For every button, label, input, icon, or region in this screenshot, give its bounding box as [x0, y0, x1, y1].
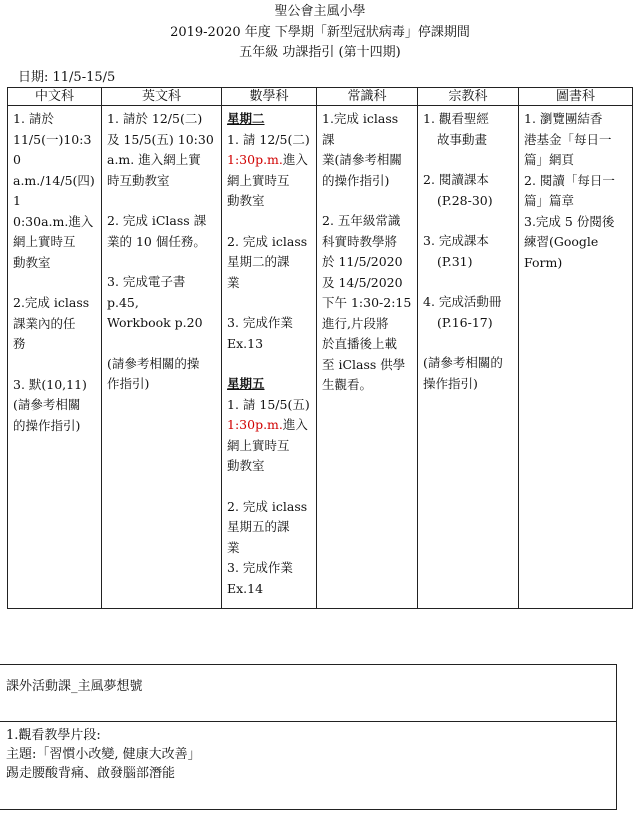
english-line: 2. 完成 iClass 課	[107, 213, 207, 228]
religion-cell	[418, 106, 519, 609]
library-line: 篇」網頁	[524, 152, 575, 167]
extra-activity-line: 主題:「習慣小改變, 健康大改善」	[6, 747, 201, 762]
general-line: 於 11/5/2020	[322, 254, 403, 269]
chinese-line: 的操作指引)	[13, 417, 81, 433]
religion-line: (P.16-17)	[437, 314, 493, 330]
math-line: 1. 請 15/5(五)	[227, 396, 310, 412]
english-line: 1. 請於 12/5(二)	[107, 111, 203, 126]
religion-line: (P.28-30)	[437, 192, 493, 208]
library-line: 練習(Google	[524, 234, 599, 249]
chinese-line: 1. 請於	[13, 111, 54, 126]
library-line: 篇」篇章	[524, 193, 575, 208]
religion-line: (請參考相關的	[423, 355, 503, 370]
math-line: 星期二的課	[227, 254, 290, 269]
homework-table	[7, 87, 633, 609]
math-line: 2. 完成 iclass	[227, 498, 308, 514]
term-title: 2019-2020 年度 下學期「新型冠狀病毒」停課期間	[170, 25, 470, 40]
english-line: 業的 10 個任務。	[107, 233, 206, 249]
library-cell	[519, 106, 633, 609]
math-line	[227, 415, 311, 436]
general-cell	[317, 106, 418, 609]
english-line: 時互動教室	[107, 172, 170, 188]
math-line: 網上實時互	[227, 437, 290, 453]
chinese-line: 3. 默(10,11)	[13, 376, 87, 392]
chinese-line: 0:30a.m.進入	[13, 213, 94, 229]
chinese-line: 11/5(一)10:30	[13, 131, 92, 167]
extra-activity-title-box	[0, 664, 617, 722]
chinese-cell	[8, 106, 102, 609]
col-header-library: 圖書科	[519, 88, 633, 106]
english-line: 及 15/5(五) 10:30	[107, 131, 214, 147]
library-line: Form)	[524, 254, 563, 270]
math-line: 動教室	[227, 193, 265, 208]
math-line: 業	[227, 539, 240, 555]
english-line: 作指引)	[107, 376, 150, 391]
math-line	[227, 150, 311, 171]
library-line: 3.完成 5 份閱後	[524, 213, 615, 229]
religion-line: 1. 觀看聖經	[423, 111, 489, 126]
general-line: 2. 五年級常識	[322, 213, 401, 228]
math-line: 動教室	[227, 458, 265, 473]
math-line: 網上實時互	[227, 172, 290, 188]
extra-activity-content-box	[0, 721, 617, 810]
general-line: 及 14/5/2020	[322, 274, 403, 290]
math-line: 3. 完成作業	[227, 315, 293, 330]
math-day-tuesday: 星期二	[227, 111, 265, 126]
english-cell	[102, 106, 222, 609]
table-row	[8, 106, 633, 609]
religion-line: 4. 完成活動冊	[423, 294, 502, 309]
extra-activity-line: 踢走腰酸背痛、啟發腦部潛能	[6, 766, 176, 781]
chinese-line: 務	[13, 336, 26, 351]
math-line-rest: 進入	[282, 417, 308, 432]
math-line: 1. 請 12/5(二)	[227, 131, 310, 147]
chinese-line: 課業內的任	[13, 315, 76, 331]
math-line: 2. 完成 iclass	[227, 233, 308, 249]
col-header-general: 常識科	[317, 88, 418, 106]
general-line: 下午 1:30-2:15	[322, 295, 412, 310]
math-time-red: 1:30p.m.	[227, 152, 283, 167]
general-line: 於直播後上載	[322, 336, 398, 351]
general-line: 至 iClass 供學	[322, 356, 406, 372]
english-line: a.m. 進入網上實	[107, 152, 201, 167]
religion-line: 操作指引)	[423, 375, 478, 391]
general-line: 的操作指引)	[322, 172, 390, 188]
col-header-english: 英文科	[102, 88, 222, 106]
col-header-religion: 宗教科	[418, 88, 519, 106]
math-cell	[222, 106, 317, 609]
chinese-line: 動教室	[13, 254, 51, 270]
date-label: 日期: 11/5-15/5	[18, 70, 116, 85]
library-line: 1. 瀏覽團結香	[524, 111, 603, 126]
school-name: 聖公會主風小學	[274, 4, 366, 19]
general-line: 科實時教學將	[322, 233, 398, 249]
library-line: 2. 閱讀「每日一	[524, 172, 615, 188]
religion-line: 故事動畫	[437, 131, 488, 147]
table-header-row	[8, 88, 633, 106]
math-line: Ex.13	[227, 335, 264, 351]
general-line: 生觀看。	[322, 377, 373, 392]
math-line: 星期五的課	[227, 519, 290, 534]
math-day-friday: 星期五	[227, 376, 265, 391]
english-line: Workbook p.20	[107, 315, 203, 330]
general-line: 業(請參考相關	[322, 152, 402, 167]
general-line: 1.完成 iclass 課	[322, 111, 399, 147]
extra-activity-line: 1.觀看教學片段:	[6, 728, 101, 743]
chinese-line: (請參考相關	[13, 397, 81, 412]
extra-activity-title: 課外活動課_主風夢想號	[6, 679, 143, 694]
chinese-line: a.m./14/5(四)1	[13, 172, 95, 208]
religion-line: 3. 完成課本	[423, 233, 489, 248]
guide-title: 五年級 功課指引 (第十四期)	[239, 45, 401, 60]
english-line: (請參考相關的操	[107, 355, 200, 371]
math-time-red: 1:30p.m.	[227, 417, 283, 432]
chinese-line: 網上實時互	[13, 234, 76, 249]
religion-line: (P.31)	[437, 253, 473, 269]
math-line-rest: 進入	[282, 152, 308, 167]
col-header-math: 數學科	[222, 88, 317, 106]
english-line: 3. 完成電子書	[107, 274, 186, 289]
chinese-line: 2.完成 iclass	[13, 295, 90, 310]
math-line: 業	[227, 274, 240, 290]
col-header-chinese: 中文科	[8, 88, 102, 106]
library-line: 港基金「每日一	[524, 131, 612, 147]
english-line: p.45,	[107, 294, 139, 310]
religion-line: 2. 閱讀課本	[423, 172, 489, 187]
math-line: 3. 完成作業	[227, 560, 293, 575]
general-line: 進行,片段將	[322, 315, 389, 331]
math-line: Ex.14	[227, 580, 264, 596]
